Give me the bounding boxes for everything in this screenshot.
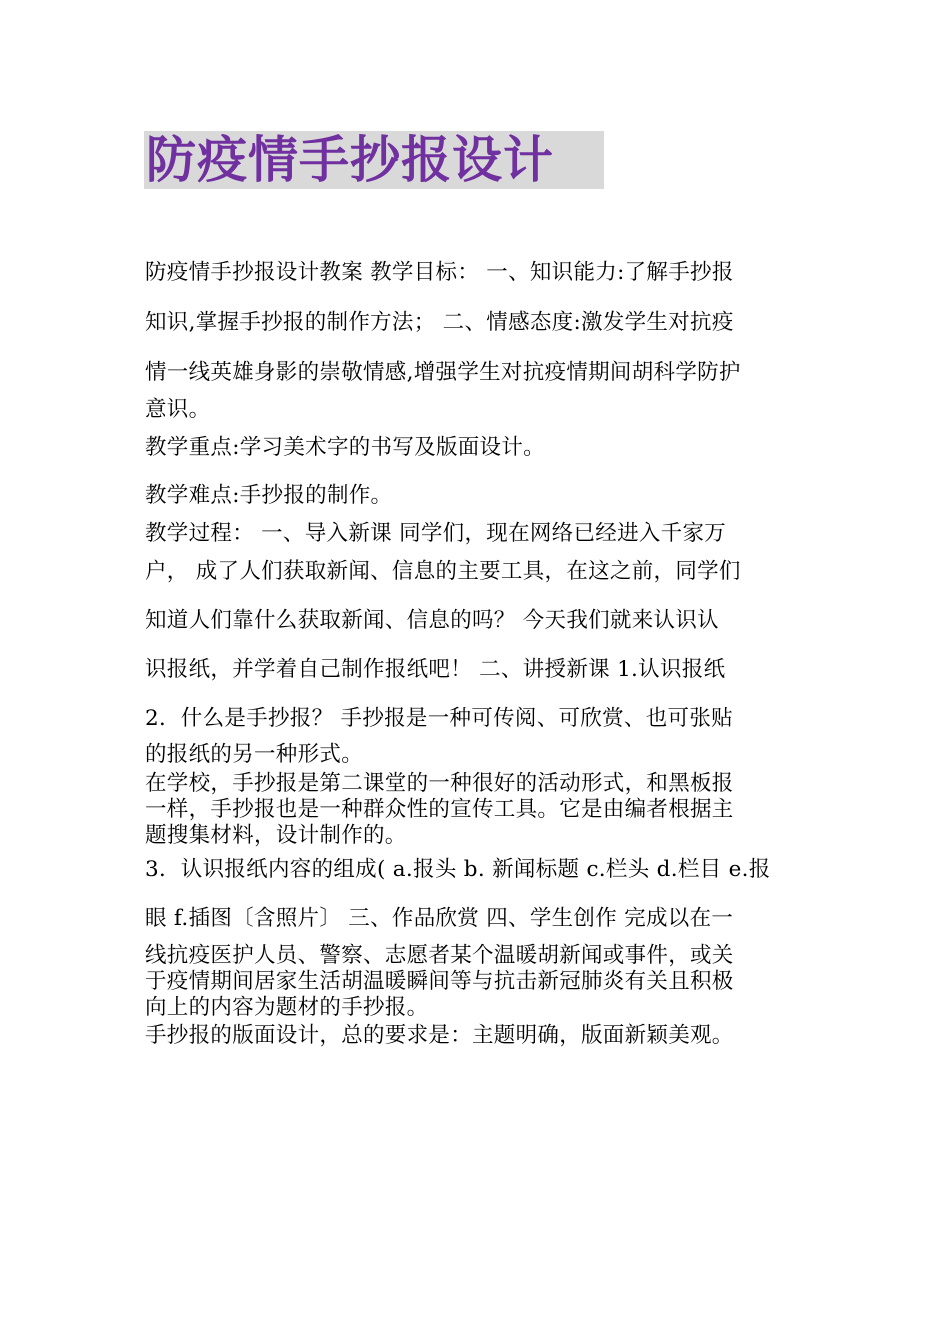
paragraph-line: 在学校，手抄报是第二课堂的一种很好的活动形式，和黑板报 (145, 771, 734, 796)
paragraph-line: 线抗疫医护人员、警察、志愿者某个温暖胡新闻或事件，或关 (145, 943, 734, 968)
paragraph-line: 识报纸，并学着自己制作报纸吧！ 二、讲授新课 1.认识报纸 (145, 657, 726, 682)
document-title: 防疫情手抄报设计 (146, 131, 554, 189)
paragraph-line: 知识,掌握手抄报的制作方法； 二、情感态度:激发学生对抗疫 (145, 310, 734, 335)
paragraph-line: 防疫情手抄报设计教案 教学目标： 一、知识能力:了解手抄报 (145, 260, 734, 285)
paragraph-line: 眼 f.插图〔含照片〕 三、作品欣赏 四、学生创作 完成以在一 (145, 906, 734, 931)
paragraph-line: 题搜集材料，设计制作的。 (145, 823, 407, 848)
paragraph-line: 3．认识报纸内容的组成( a.报头 b. 新闻标题 c.栏头 d.栏目 e.报 (145, 857, 771, 882)
paragraph-line: 向上的内容为题材的手抄报。 (145, 995, 429, 1020)
paragraph-line: 户， 成了人们获取新闻、信息的主要工具，在这之前，同学们 (145, 559, 741, 584)
paragraph-line: 教学过程： 一、导入新课 同学们，现在网络已经进入千家万 (145, 521, 727, 546)
paragraph-line: 教学重点:学习美术字的书写及版面设计。 (145, 435, 545, 460)
paragraph-line: 的报纸的另一种形式。 (145, 742, 364, 767)
paragraph-line: 手抄报的版面设计，总的要求是：主题明确，版面新颖美观。 (145, 1023, 734, 1048)
paragraph-line: 于疫情期间居家生活胡温暖瞬间等与抗击新冠肺炎有关且积极 (145, 969, 734, 994)
paragraph-line: 知道人们靠什么获取新闻、信息的吗？ 今天我们就来认识认 (145, 608, 719, 633)
paragraph-line: 教学难点:手抄报的制作。 (145, 483, 393, 508)
paragraph-line: 意识。 (145, 397, 211, 422)
paragraph-line: 情一线英雄身影的崇敬情感,增强学生对抗疫情期间胡科学防护 (145, 360, 741, 385)
paragraph-line: 一样，手抄报也是一种群众性的宣传工具。它是由编者根据主 (145, 797, 734, 822)
paragraph-line: 2．什么是手抄报？ 手抄报是一种可传阅、可欣赏、也可张贴 (145, 706, 733, 731)
